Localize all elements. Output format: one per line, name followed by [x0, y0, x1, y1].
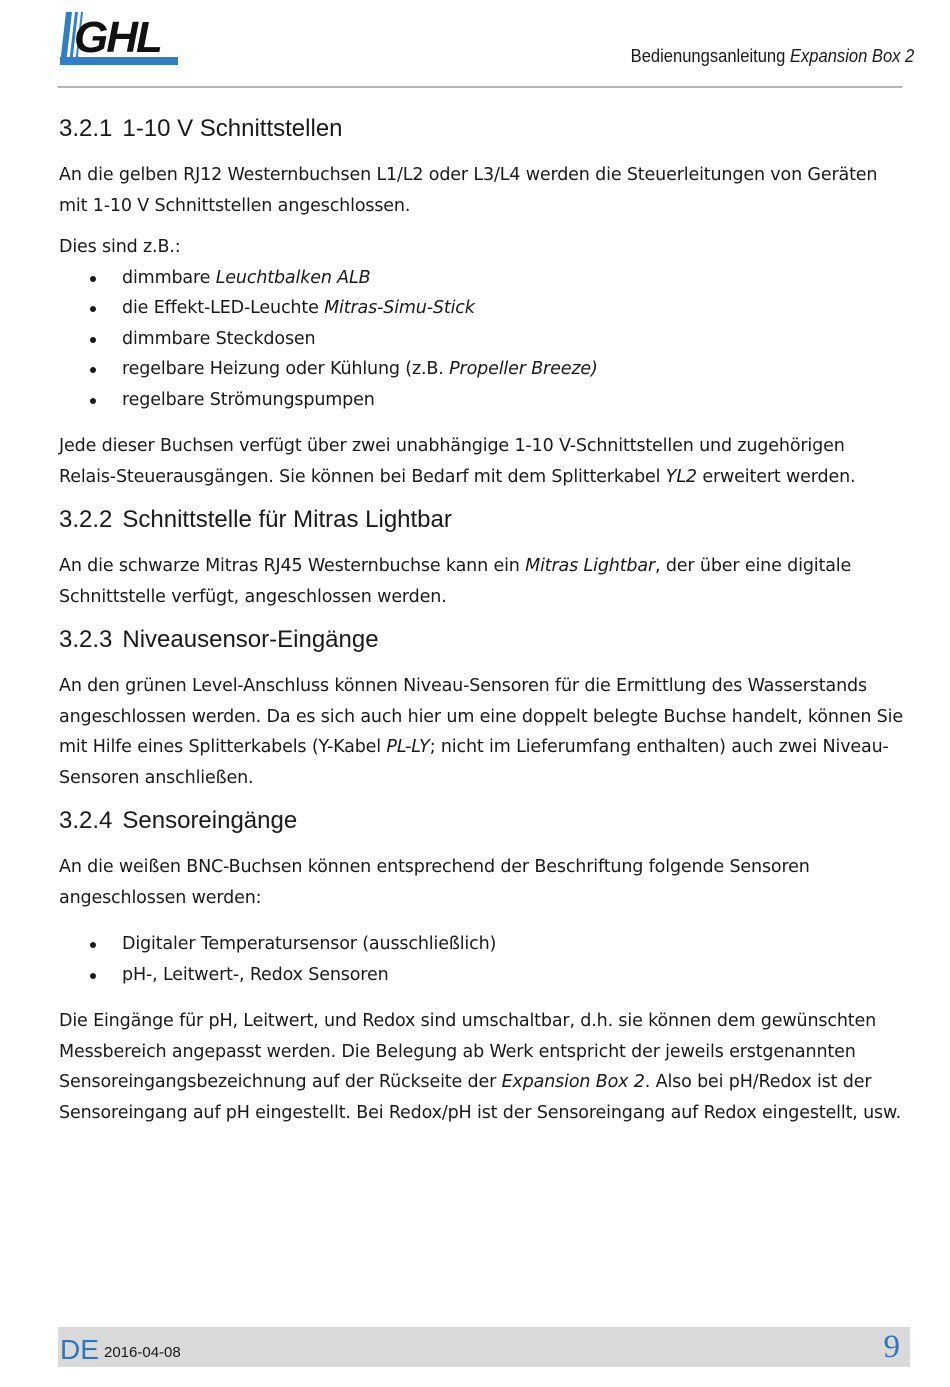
- document-header-title: [630, 46, 914, 67]
- section-title: Sensoreingänge: [122, 807, 298, 834]
- paragraph: Die Eingänge für pH, Leitwert, und Redox sind umschaltbar, d.h. sie können dem gewünschten Messbereich angepasst werden. Die Belegung ab Werk entspricht der jeweils erstgenannten Sensoreingangsbezeichnung auf der Rückseite der Expansion Box 2. Also bei pH/Redox ist der Sensoreingang auf pH eingestellt. Bei Redox/pH ist der Sensoreingang auf Redox eingestellt, usw.: [59, 1011, 901, 1123]
- section-heading: [59, 804, 904, 838]
- section-number: 3.2.3: [59, 626, 113, 653]
- section-3-2-1: [59, 112, 904, 492]
- list-item: die Effekt-LED-Leuchte Mitras-Simu-Stick: [59, 293, 904, 324]
- section-3-2-2: [59, 503, 904, 612]
- section-title: 1-10 V Schnittstellen: [122, 115, 343, 142]
- paragraph: An den grünen Level-Anschluss können Niveau-Sensoren für die Ermittlung des Wasserstands angeschlossen werden. Da es sich auch hier um eine doppelt belegte Buchse handelt, können Sie mit Hilfe eines Splitterkabels (Y-Kabel PL-LY; nicht im Lieferumfang enthalten) auch zwei Niveau-Sensoren anschließen.: [59, 676, 903, 788]
- list-item: Digitaler Temperatursensor (ausschließlich): [59, 929, 904, 960]
- paragraph: An die schwarze Mitras RJ45 Westernbuchse kann ein Mitras Lightbar, der über eine digitale Schnittstelle verfügt, angeschlossen werden.: [59, 556, 852, 607]
- list-item: pH-, Leitwert-, Redox Sensoren: [59, 960, 904, 991]
- section-3-2-4: [59, 804, 904, 1128]
- section-number: 3.2.4: [59, 807, 113, 834]
- paragraph: An die gelben RJ12 Westernbuchsen L1/L2 oder L3/L4 werden die Steuerleitungen von Geräten mit 1-10 V Schnittstellen angeschlossen.: [59, 165, 878, 216]
- paragraph: Jede dieser Buchsen verfügt über zwei unabhängige 1-10 V-Schnittstellen und zugehörigen Relais-Steuerausgängen. Sie können bei Bedarf mit dem Splitterkabel YL2 erweitert werden.: [59, 436, 856, 487]
- ghl-logo: [58, 8, 180, 66]
- section-title: Schnittstelle für Mitras Lightbar: [122, 506, 452, 533]
- logo-text: GHL: [74, 13, 161, 62]
- section-title: Niveausensor-Eingänge: [122, 626, 379, 653]
- section-heading: [59, 112, 904, 146]
- list-item: regelbare Strömungspumpen: [59, 385, 904, 416]
- page-content: [59, 112, 904, 1139]
- footer-date: 2016-04-08: [104, 1344, 181, 1361]
- bullet-list: [59, 929, 904, 990]
- section-heading: [59, 503, 904, 537]
- bullet-list: [59, 263, 904, 416]
- header-title-product: Expansion Box 2: [789, 46, 914, 66]
- list-item: dimmbare Steckdosen: [59, 324, 904, 355]
- page-footer: [58, 1327, 910, 1367]
- section-number: 3.2.2: [59, 506, 113, 533]
- header-divider: [58, 86, 902, 88]
- section-number: 3.2.1: [59, 115, 113, 142]
- section-heading: [59, 623, 904, 657]
- list-item: dimmbare Leuchtbalken ALB: [59, 263, 904, 294]
- footer-language: DE: [60, 1334, 99, 1365]
- page-number: 9: [883, 1329, 900, 1365]
- paragraph: An die weißen BNC-Buchsen können entsprechend der Beschriftung folgende Sensoren angeschlossen werden:: [59, 857, 810, 908]
- paragraph: Dies sind z.B.:: [59, 237, 181, 257]
- list-item: regelbare Heizung oder Kühlung (z.B. Propeller Breeze): [59, 354, 904, 385]
- section-3-2-3: [59, 623, 904, 793]
- header-title-prefix: Bedienungsanleitung: [630, 46, 790, 66]
